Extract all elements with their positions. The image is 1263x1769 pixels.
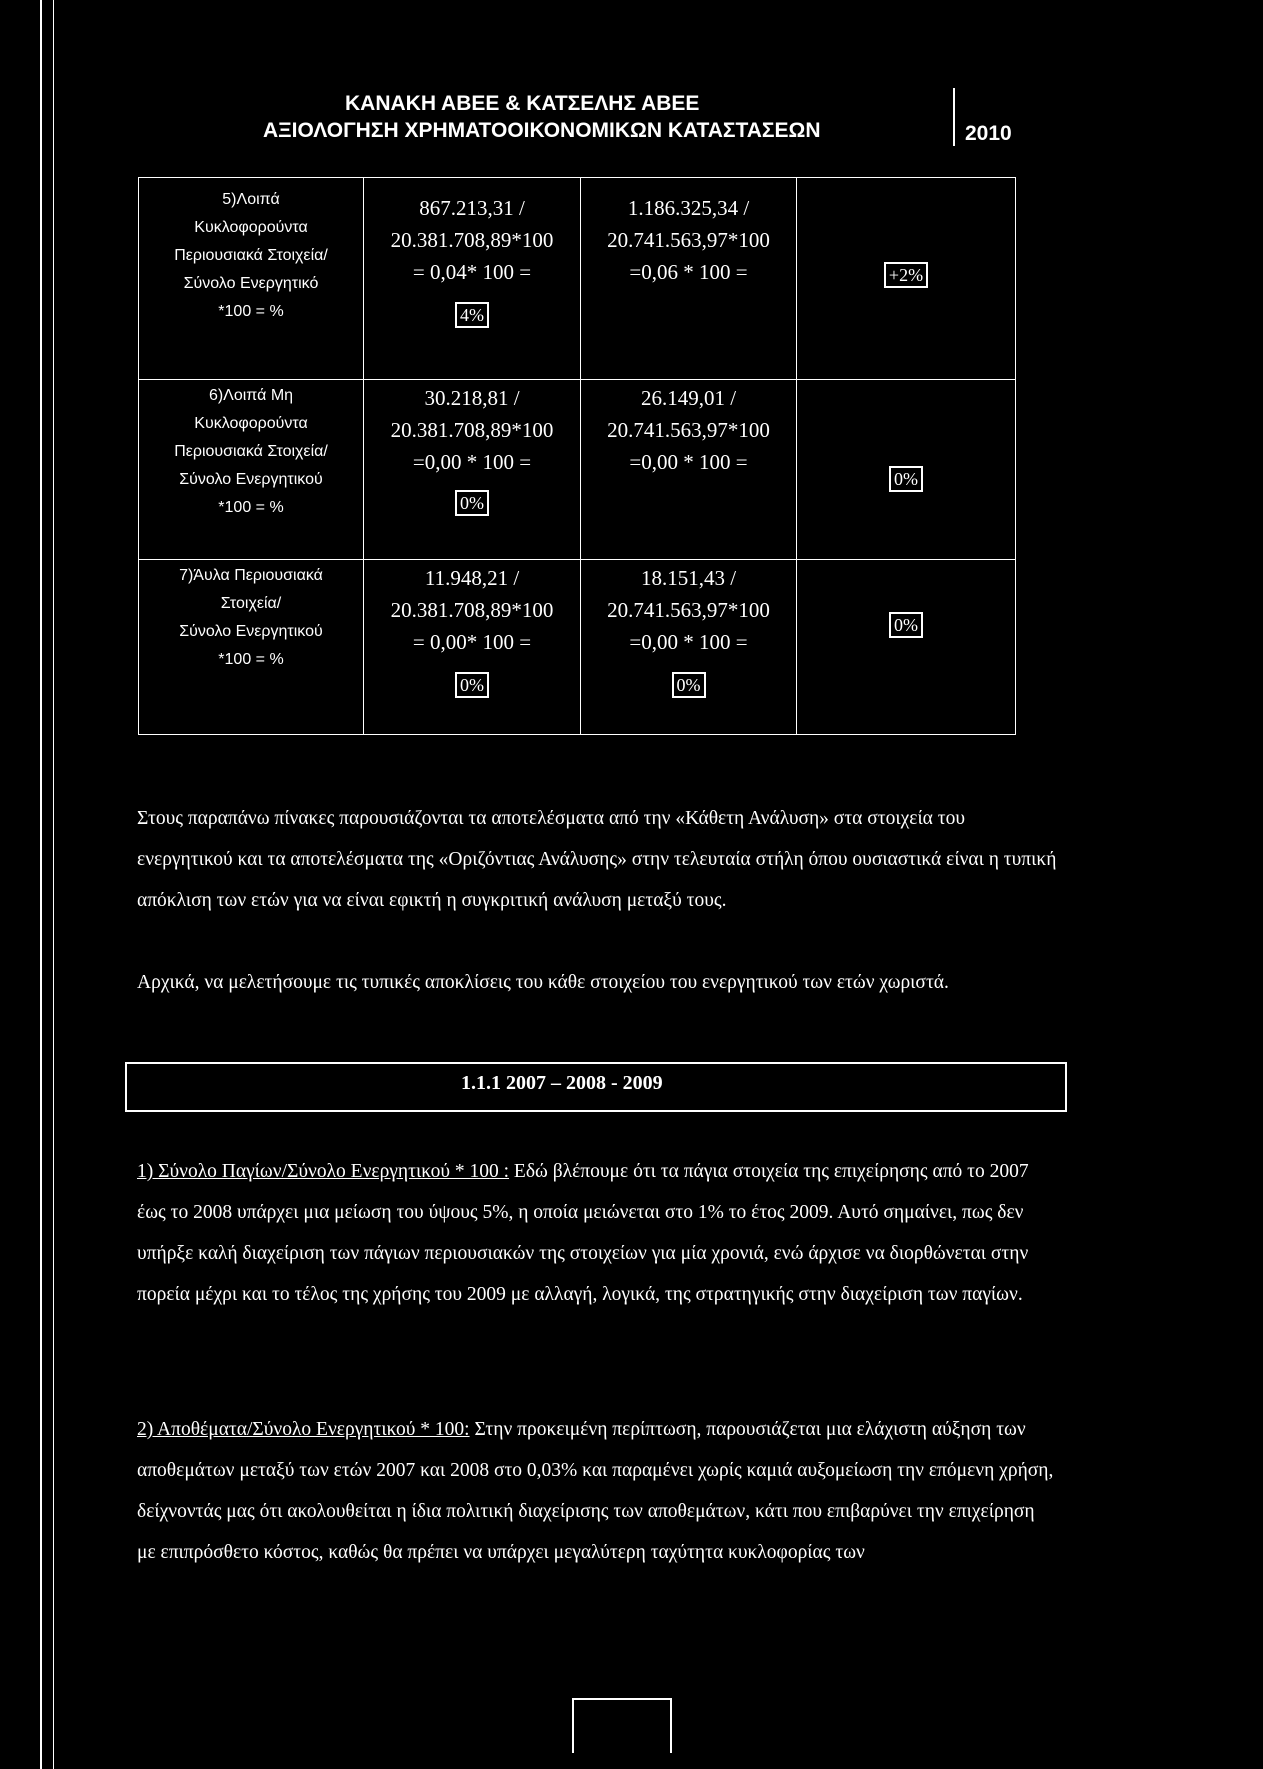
deviation-cell bbox=[797, 380, 1016, 560]
deviation-cell bbox=[797, 178, 1016, 380]
scan-edge-line bbox=[40, 0, 42, 1769]
scan-edge-line bbox=[53, 0, 54, 1769]
table-row bbox=[139, 178, 1016, 380]
header-title-line1: ΚΑΝΑΚΗ ΑΒΕΕ & ΚΑΤΣΕΛΗΣ ΑΒΕΕ bbox=[345, 92, 700, 115]
value-cell-2007: 867.213,31 / 20.381.708,89*100 = 0,04* 100 = 4% bbox=[364, 178, 581, 380]
table-row bbox=[139, 380, 1016, 560]
header-title-line2: ΑΞΙΟΛΟΓΗΣΗ ΧΡΗΜΑΤΟΟΙΚΟΝΟΜΙΚΩΝ ΚΑΤΑΣΤΑΣΕΩΝ bbox=[263, 119, 821, 142]
item-heading: 1) Σύνολο Παγίων/Σύνολο Ενεργητικού * 100 : bbox=[137, 1161, 510, 1182]
value-cell-2008: 18.151,43 / 20.741.563,97*100 =0,00 * 100 = 0% bbox=[581, 560, 797, 735]
deviation-cell bbox=[797, 560, 1016, 735]
intro-paragraph-2: Αρχικά, να μελετήσουμε τις τυπικές αποκλίσεις του κάθε στοιχείου του ενεργητικού των ετών χωριστά. bbox=[137, 972, 949, 993]
row-label: 5)Λοιπά Κυκλοφορούντα Περιουσιακά Στοιχεία/ Σύνολο Ενεργητικό *100 = % bbox=[139, 178, 364, 380]
result-box: 4% bbox=[455, 302, 489, 328]
deviation-box: +2% bbox=[884, 262, 928, 288]
item-heading: 2) Αποθέματα/Σύνολο Ενεργητικού * 100: bbox=[137, 1419, 470, 1440]
deviation-box: 0% bbox=[889, 612, 923, 638]
value-cell-2007: 30.218,81 / 20.381.708,89*100 =0,00 * 100 = 0% bbox=[364, 380, 581, 560]
section-heading: 1.1.1 2007 – 2008 - 2009 bbox=[125, 1062, 1067, 1112]
result-box: 0% bbox=[455, 490, 489, 516]
item-text: Στην προκειμένη περίπτωση, παρουσιάζεται μια ελάχιστη αύξηση των αποθεμάτων μεταξύ των ετών 2007 και 2008 στο 0,03% και παραμένει χωρίς καμιά αυξομείωση την επόμενη χρήση, δείχνοντάς μας ότι ακολουθείται η ίδια πολιτική διαχείρισης των αποθεμάτων, κάτι που επιβαρύνει την επιχείρηση με επιπρόσθετο κόστος, καθώς θα πρέπει να υπάρχει μεγαλύτερη ταχύτητα κυκλοφορίας των bbox=[137, 1419, 1054, 1563]
row-label: 7)Άυλα Περιουσιακά Στοιχεία/ Σύνολο Ενεργητικού *100 = % bbox=[139, 560, 364, 735]
table-row bbox=[139, 560, 1016, 735]
page-number-box bbox=[572, 1698, 672, 1753]
value-cell-2008: 1.186.325,34 / 20.741.563,97*100 =0,06 * 100 = bbox=[581, 178, 797, 380]
deviation-box: 0% bbox=[889, 466, 923, 492]
header-separator bbox=[953, 88, 955, 146]
intro-paragraph: Στους παραπάνω πίνακες παρουσιάζονται τα αποτελέσματα από την «Κάθετη Ανάλυση» στα στοιχεία του ενεργητικού και τα αποτελέσματα της «Οριζόντιας Ανάλυσης» στην τελευταία στήλη όπου ουσιαστικά είναι η τυπική απόκλιση των ετών για να είναι εφικτή η συγκριτική ανάλυση μεταξύ τους. bbox=[137, 808, 1057, 911]
result-box: 0% bbox=[455, 672, 489, 698]
value-cell-2008: 26.149,01 / 20.741.563,97*100 =0,00 * 100 = bbox=[581, 380, 797, 560]
result-box: 0% bbox=[672, 672, 706, 698]
row-label: 6)Λοιπά Μη Κυκλοφορούντα Περιουσιακά Στοιχεία/ Σύνολο Ενεργητικού *100 = % bbox=[139, 380, 364, 560]
value-cell-2007: 11.948,21 / 20.381.708,89*100 = 0,00* 100 = 0% bbox=[364, 560, 581, 735]
item-text: Εδώ βλέπουμε ότι τα πάγια στοιχεία της επιχείρησης από το 2007 έως το 2008 υπάρχει μια μείωση του ύψους 5%, η οποία μειώνεται στο 1% το έτος 2009. Αυτό σημαίνει, πως δεν υπήρξε καλή διαχείριση των πάγιων περιουσιακών της στοιχείων για μία χρονιά, ενώ άρχισε να διορθώνεται στην πορεία μέχρι και το τέλος της χρήσης του 2009 με αλλαγή, λογικά, της στρατηγικής στην διαχείριση των παγίων. bbox=[137, 1161, 1029, 1305]
analysis-item bbox=[137, 1409, 1057, 1573]
analysis-item bbox=[137, 1151, 1057, 1315]
header-year: 2010 bbox=[965, 122, 1012, 145]
ratios-table bbox=[138, 177, 1016, 735]
